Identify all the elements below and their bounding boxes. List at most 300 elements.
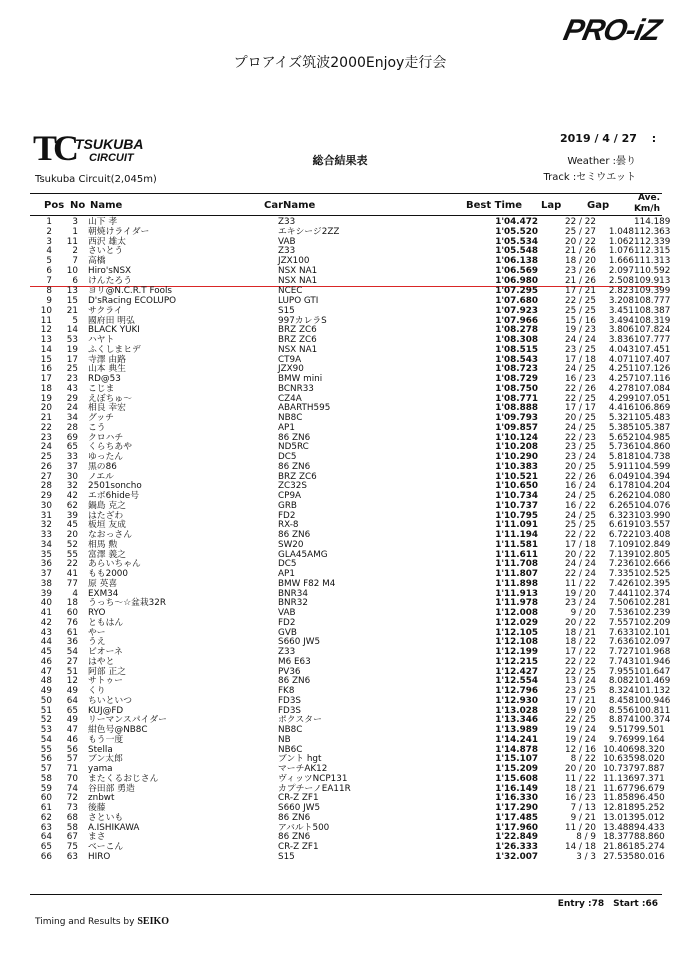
result-no: 39 bbox=[66, 510, 78, 521]
result-pos: 46 bbox=[40, 656, 52, 667]
result-car: 997カレラS bbox=[278, 315, 327, 326]
result-ave-speed: 102.239 bbox=[634, 608, 671, 618]
result-name: 板垣 友成 bbox=[88, 520, 126, 531]
result-gap: 4.416 bbox=[608, 403, 634, 414]
result-pos: 56 bbox=[40, 754, 52, 765]
result-no: 42 bbox=[66, 491, 78, 501]
result-no: 4 bbox=[72, 588, 78, 599]
result-car: CT9A bbox=[278, 354, 302, 365]
result-lap: 22 / 22 bbox=[565, 530, 596, 540]
result-pos: 32 bbox=[40, 520, 52, 531]
result-best-time: 1'15.107 bbox=[495, 754, 538, 765]
result-name: ともはん bbox=[88, 617, 124, 628]
result-no: 33 bbox=[66, 452, 78, 462]
result-lap: 17 / 18 bbox=[565, 354, 596, 365]
result-pos: 22 bbox=[40, 422, 52, 433]
result-name: 西沢 雄太 bbox=[88, 236, 126, 247]
result-car: NSX NA1 bbox=[278, 277, 448, 287]
result-name: くり bbox=[88, 686, 106, 696]
result-no: 29 bbox=[66, 393, 78, 404]
result-no: 68 bbox=[66, 812, 78, 823]
result-ave-speed: 102.097 bbox=[634, 637, 671, 648]
result-no: 65 bbox=[66, 442, 78, 453]
result-best-time: 1'06.569 bbox=[495, 265, 538, 276]
result-lap: 16 / 22 bbox=[565, 500, 596, 511]
result-best-time: 1'11.091 bbox=[495, 520, 538, 531]
result-gap: 7.426 bbox=[608, 578, 634, 589]
result-best-time: 1'08.543 bbox=[495, 354, 538, 365]
result-gap: 7.727 bbox=[608, 647, 634, 657]
result-best-time: 1'10.521 bbox=[495, 471, 538, 482]
result-name: 相馬 勲 bbox=[88, 539, 118, 550]
result-no: 43 bbox=[66, 383, 78, 394]
result-gap: 2.097 bbox=[608, 265, 634, 276]
result-no: 70 bbox=[66, 773, 78, 784]
result-pos: 60 bbox=[40, 793, 52, 804]
result-name: 紺色号@NB8C bbox=[88, 725, 148, 735]
result-best-time: 1'11.194 bbox=[495, 530, 538, 540]
result-best-time: 1'10.650 bbox=[495, 481, 538, 492]
results-table bbox=[30, 217, 671, 863]
result-lap: 16 / 24 bbox=[565, 481, 596, 492]
header-bottom-rule bbox=[30, 215, 662, 216]
result-car: VAB bbox=[278, 608, 296, 618]
table-row bbox=[30, 843, 662, 853]
result-no: 14 bbox=[66, 325, 78, 336]
result-ave-speed: 101.469 bbox=[634, 676, 671, 687]
result-car: JZX90 bbox=[278, 364, 304, 375]
result-no: 32 bbox=[66, 481, 78, 492]
result-best-time: 1'10.124 bbox=[495, 432, 538, 443]
result-gap: 5.911 bbox=[608, 461, 634, 472]
footer-rule bbox=[30, 894, 662, 895]
result-pos: 64 bbox=[40, 832, 52, 843]
result-name: RD@53 bbox=[88, 374, 121, 384]
result-best-time: 1'12.215 bbox=[495, 656, 538, 667]
result-best-time: 1'11.807 bbox=[495, 569, 538, 579]
result-no: 17 bbox=[66, 354, 78, 365]
result-gap: 1.666 bbox=[608, 256, 634, 266]
result-best-time: 1'07.295 bbox=[495, 286, 538, 297]
result-no: 15 bbox=[66, 296, 78, 306]
result-name: ゆったん bbox=[88, 452, 124, 462]
result-gap: 6.722 bbox=[608, 530, 634, 540]
result-gap: 7.955 bbox=[608, 666, 634, 677]
result-gap: 7.139 bbox=[608, 549, 634, 560]
result-car: BRZ ZC6 bbox=[278, 471, 317, 482]
result-gap: 10.635 bbox=[603, 754, 634, 765]
result-pos: 18 bbox=[40, 383, 52, 394]
result-lap: 23 / 25 bbox=[565, 686, 596, 696]
result-best-time: 1'17.290 bbox=[495, 803, 538, 813]
result-gap: 7.109 bbox=[608, 539, 634, 550]
result-ave-speed: 95.252 bbox=[634, 803, 665, 813]
result-ave-speed: 104.204 bbox=[634, 481, 671, 492]
result-ave-speed: 102.805 bbox=[634, 549, 671, 560]
result-best-time: 1'12.008 bbox=[495, 608, 538, 618]
result-lap: 19 / 20 bbox=[565, 588, 596, 599]
result-lap: 24 / 25 bbox=[565, 422, 596, 433]
result-name: ビオーネ bbox=[88, 647, 123, 657]
result-lap: 24 / 24 bbox=[565, 335, 596, 345]
result-car: 86 ZN6 bbox=[278, 530, 311, 540]
result-lap: 22 / 24 bbox=[565, 569, 596, 579]
result-no: 45 bbox=[66, 520, 78, 531]
result-gap: 3.451 bbox=[608, 305, 634, 316]
result-ave-speed: 102.281 bbox=[634, 598, 671, 609]
result-gap: 4.251 bbox=[608, 364, 634, 375]
col-header-name: Name bbox=[90, 200, 123, 211]
result-gap: 11.677 bbox=[603, 783, 634, 794]
result-ave-speed: 106.869 bbox=[634, 403, 671, 414]
result-lap: 20 / 25 bbox=[565, 413, 596, 423]
result-gap: 8.082 bbox=[608, 676, 634, 687]
table-row bbox=[30, 277, 662, 287]
result-name: うえ bbox=[88, 637, 106, 648]
result-no: 46 bbox=[66, 734, 78, 745]
result-car: マーチAK12 bbox=[278, 764, 328, 774]
result-name: サクライ bbox=[88, 305, 123, 316]
result-ave-speed: 108.387 bbox=[634, 305, 671, 316]
result-name: 黒の86 bbox=[88, 461, 117, 472]
result-no: 71 bbox=[66, 764, 78, 774]
result-best-time: 1'12.427 bbox=[495, 666, 538, 677]
result-car: CZ4A bbox=[278, 393, 302, 404]
result-name: RYO bbox=[88, 608, 106, 618]
result-lap: 24 / 25 bbox=[565, 364, 596, 375]
result-no: 58 bbox=[66, 822, 78, 833]
result-pos: 53 bbox=[40, 725, 52, 735]
result-name: A.ISHIKAWA bbox=[88, 822, 140, 833]
result-ave-speed: 108.319 bbox=[634, 315, 671, 326]
col-header-carname: CarName bbox=[264, 200, 316, 211]
result-ave-speed: 85.274 bbox=[634, 842, 665, 852]
result-best-time: 1'11.708 bbox=[495, 559, 538, 570]
result-best-time: 1'05.548 bbox=[495, 246, 538, 257]
result-best-time: 1'11.978 bbox=[495, 598, 538, 609]
result-car: BNR32 bbox=[278, 598, 308, 609]
result-car: GRB bbox=[278, 500, 297, 511]
result-best-time: 1'08.888 bbox=[495, 403, 538, 414]
result-name: 後藤 bbox=[88, 803, 106, 813]
result-no: 28 bbox=[66, 422, 78, 433]
result-pos: 49 bbox=[40, 686, 52, 696]
result-no: 67 bbox=[66, 832, 78, 843]
result-pos: 19 bbox=[40, 393, 52, 404]
col-header-no: No bbox=[70, 200, 86, 211]
table-row bbox=[30, 804, 662, 814]
result-best-time: 1'15.209 bbox=[495, 764, 538, 774]
result-name: もも2000 bbox=[88, 569, 128, 579]
result-pos: 61 bbox=[40, 803, 52, 813]
col-header-gap: Gap bbox=[587, 200, 610, 211]
result-ave-speed: 102.374 bbox=[634, 588, 671, 599]
result-name: HIRO bbox=[88, 851, 111, 862]
result-ave-speed: 104.394 bbox=[634, 471, 671, 482]
result-pos: 55 bbox=[40, 744, 52, 755]
result-lap: 23 / 25 bbox=[565, 344, 596, 355]
result-no: 34 bbox=[66, 413, 78, 423]
result-lap: 18 / 22 bbox=[565, 637, 596, 648]
result-pos: 51 bbox=[40, 705, 52, 716]
result-gap: 4.299 bbox=[608, 393, 634, 404]
result-lap: 16 / 23 bbox=[565, 374, 596, 384]
result-lap: 20 / 25 bbox=[565, 461, 596, 472]
result-name: こう bbox=[88, 422, 106, 433]
result-gap: 21.861 bbox=[603, 842, 634, 852]
result-no: 57 bbox=[66, 754, 78, 765]
track-info: Track :セミウエット bbox=[543, 172, 636, 183]
result-no: 6 bbox=[52, 277, 84, 287]
result-name: クロハチ bbox=[88, 432, 124, 443]
result-best-time: 1'12.105 bbox=[495, 627, 538, 638]
result-name: ハヤト bbox=[88, 335, 115, 345]
result-name: えぼちゅ〜 bbox=[88, 393, 132, 404]
result-best-time: 1'16.330 bbox=[495, 793, 538, 804]
result-pos: 66 bbox=[40, 851, 52, 862]
result-no: 10 bbox=[66, 265, 78, 276]
result-ave-speed: 107.126 bbox=[634, 364, 671, 375]
result-pos: 39 bbox=[40, 588, 52, 599]
result-ave-speed: 95.012 bbox=[634, 812, 665, 823]
result-no: 24 bbox=[66, 403, 78, 414]
result-name: やー bbox=[88, 627, 106, 638]
result-best-time: 1'11.611 bbox=[495, 549, 538, 560]
result-name: さいとう bbox=[88, 246, 124, 257]
result-name: 山下 孝 bbox=[88, 217, 118, 227]
result-car: S15 bbox=[278, 851, 295, 862]
result-pos: 8 bbox=[46, 286, 52, 297]
result-no: 69 bbox=[66, 432, 78, 443]
result-lap: 17 / 17 bbox=[565, 403, 596, 414]
result-pos: 37 bbox=[40, 569, 52, 579]
result-gap: 11.136 bbox=[603, 773, 634, 784]
result-gap: 1.048 bbox=[608, 226, 634, 237]
result-pos: 40 bbox=[40, 598, 52, 609]
result-name: yama bbox=[88, 764, 113, 774]
result-name: Stella bbox=[88, 744, 113, 755]
result-gap: 9.769 bbox=[608, 734, 634, 745]
result-pos: 48 bbox=[40, 676, 52, 687]
result-best-time: 1'08.515 bbox=[495, 344, 538, 355]
result-lap: 23 / 24 bbox=[565, 452, 596, 462]
result-gap: 10.406 bbox=[603, 744, 634, 755]
result-pos: 31 bbox=[40, 510, 52, 521]
result-no: 25 bbox=[66, 364, 78, 375]
result-name: 山本 典生 bbox=[88, 364, 126, 375]
result-no: 30 bbox=[66, 471, 78, 482]
result-best-time: 1'12.796 bbox=[495, 686, 538, 696]
result-no: 56 bbox=[66, 744, 78, 755]
result-best-time: 1'17.960 bbox=[495, 822, 538, 833]
result-no: 77 bbox=[66, 578, 78, 589]
result-car: ND5RC bbox=[278, 442, 309, 453]
result-ave-speed: 107.824 bbox=[634, 325, 671, 336]
result-car: BNR34 bbox=[278, 588, 308, 599]
result-name: うっち〜☆盆栽32R bbox=[88, 598, 166, 609]
result-name: D'sRacing ECOLUPO bbox=[88, 296, 177, 306]
result-car: ZC32S bbox=[278, 481, 307, 492]
result-ave-speed: 109.913 bbox=[634, 275, 671, 286]
result-pos: 3 bbox=[46, 236, 52, 247]
result-lap: 7 / 13 bbox=[570, 803, 596, 813]
result-car: Z33 bbox=[278, 246, 296, 257]
result-no: 23 bbox=[66, 374, 78, 384]
result-ave-speed: 88.860 bbox=[634, 832, 665, 843]
result-no: 65 bbox=[66, 705, 78, 716]
result-lap: 24 / 25 bbox=[565, 510, 596, 521]
result-car: S660 JW5 bbox=[278, 637, 321, 648]
result-pos: 36 bbox=[40, 559, 52, 570]
result-pos: 29 bbox=[40, 491, 52, 501]
event-title: プロアイズ筑波2000Enjoy走行会 bbox=[233, 55, 447, 71]
result-name: またくるおじさん bbox=[88, 773, 159, 784]
result-gap: 4.278 bbox=[608, 383, 634, 394]
result-name: 國府田 明弘 bbox=[88, 315, 135, 326]
result-no: 62 bbox=[66, 500, 78, 511]
result-car: カプチーノEA11R bbox=[278, 783, 351, 794]
result-lap: 25 / 25 bbox=[565, 520, 596, 531]
result-car: ポクスター bbox=[278, 715, 322, 726]
result-no: 60 bbox=[66, 608, 78, 618]
result-ave-speed: 102.525 bbox=[634, 569, 671, 579]
result-lap: 23 / 25 bbox=[565, 442, 596, 453]
result-best-time: 1'22.849 bbox=[495, 832, 538, 843]
result-lap: 20 / 22 bbox=[565, 549, 596, 560]
result-car: NB bbox=[278, 734, 291, 745]
result-pos: 6 bbox=[46, 265, 52, 276]
result-pos: 17 bbox=[40, 374, 52, 384]
result-gap: 6.049 bbox=[608, 471, 634, 482]
result-ave-speed: 102.395 bbox=[634, 578, 671, 589]
result-best-time: 1'07.966 bbox=[495, 315, 538, 326]
result-best-time: 1'08.723 bbox=[495, 364, 538, 375]
result-pos: 63 bbox=[40, 822, 52, 833]
result-pos: 7 bbox=[30, 277, 52, 287]
header-top-rule bbox=[30, 193, 662, 194]
result-name: ちいといつ bbox=[88, 695, 132, 706]
result-lap: 17 / 21 bbox=[565, 695, 596, 706]
col-header-ave-unit: Km/h bbox=[633, 204, 660, 214]
result-lap: 19 / 23 bbox=[565, 325, 596, 336]
result-gap: 4.071 bbox=[608, 354, 634, 365]
result-lap: 22 / 26 bbox=[565, 383, 596, 394]
result-no: 2 bbox=[72, 246, 78, 257]
result-gap: 4.257 bbox=[608, 374, 634, 384]
result-lap: 17 / 18 bbox=[565, 539, 596, 550]
result-name: もう一度 bbox=[88, 734, 124, 745]
result-lap: 13 / 24 bbox=[565, 676, 596, 687]
result-gap: 7.335 bbox=[608, 569, 634, 579]
result-ave-speed: 102.666 bbox=[634, 559, 671, 570]
result-ave-speed: 98.020 bbox=[634, 754, 665, 765]
result-car: BCNR33 bbox=[278, 383, 314, 394]
result-pos: 50 bbox=[40, 695, 52, 706]
result-ave-speed: 97.371 bbox=[634, 773, 665, 784]
result-best-time: 1'16.149 bbox=[495, 783, 538, 794]
result-name: けんたろう bbox=[84, 277, 278, 287]
result-name: BLACK YUKI bbox=[88, 325, 140, 336]
result-car: 86 ZN6 bbox=[278, 812, 311, 823]
result-lap: 24 / 25 bbox=[565, 491, 596, 501]
result-car: CR-Z ZF1 bbox=[278, 842, 319, 852]
result-pos: 43 bbox=[40, 627, 52, 638]
result-lap: 18 / 21 bbox=[565, 627, 596, 638]
result-gap: 5.818 bbox=[608, 452, 634, 462]
result-car: BRZ ZC6 bbox=[278, 335, 317, 345]
result-best-time: 1'13.028 bbox=[495, 705, 538, 716]
result-ave-speed: 100.811 bbox=[634, 705, 671, 716]
result-lap: 8 / 22 bbox=[570, 754, 596, 765]
col-header-lap: Lap bbox=[541, 200, 562, 211]
result-lap: 18 / 20 bbox=[565, 256, 596, 266]
logo-word-tsukuba: TSUKUBA bbox=[75, 136, 144, 152]
result-ave-speed: 107.051 bbox=[634, 393, 671, 404]
result-pos: 59 bbox=[40, 783, 52, 794]
col-header-ave bbox=[610, 193, 660, 215]
result-lap: 25 / 25 bbox=[565, 305, 596, 316]
result-gap: 2.508 bbox=[596, 277, 634, 287]
result-car: 86 ZN6 bbox=[278, 676, 311, 687]
result-lap: 23 / 24 bbox=[565, 598, 596, 609]
result-gap: 7.441 bbox=[608, 588, 634, 599]
result-pos: 1 bbox=[46, 217, 52, 227]
result-car: FD2 bbox=[278, 510, 296, 521]
result-lap: 17 / 21 bbox=[565, 286, 596, 297]
entry-start-count: Entry :78 Start :66 bbox=[557, 899, 658, 909]
table-row bbox=[30, 794, 662, 804]
result-best-time: 1'10.208 bbox=[495, 442, 538, 453]
result-ave-speed: 107.451 bbox=[634, 344, 671, 355]
result-name: ノエル bbox=[88, 471, 114, 482]
result-lap: 22 / 25 bbox=[565, 715, 596, 726]
result-gap: 8.324 bbox=[608, 686, 634, 696]
result-gap: 4.043 bbox=[608, 344, 634, 355]
result-name: はやと bbox=[88, 656, 115, 667]
result-no: 55 bbox=[66, 549, 78, 560]
result-lap: 17 / 22 bbox=[565, 647, 596, 657]
result-no: 7 bbox=[72, 256, 78, 266]
result-name: 朝焼けライダー bbox=[88, 226, 150, 237]
result-pos: 35 bbox=[40, 549, 52, 560]
result-ave-speed: 108.777 bbox=[634, 296, 671, 306]
result-lap: 20 / 22 bbox=[565, 236, 596, 247]
result-gap: 13.013 bbox=[603, 812, 634, 823]
result-no: 64 bbox=[66, 695, 78, 706]
result-ave-speed: 107.116 bbox=[634, 374, 671, 384]
result-lap: 21 / 26 bbox=[565, 246, 596, 257]
result-name: まさ bbox=[88, 832, 106, 843]
result-no: 18 bbox=[66, 598, 78, 609]
result-ave-speed: 112.363 bbox=[634, 226, 671, 237]
result-gap: 8.458 bbox=[608, 695, 634, 706]
result-ave-speed: 101.968 bbox=[634, 647, 671, 657]
result-best-time: 1'13.989 bbox=[495, 725, 538, 735]
result-no: 21 bbox=[66, 305, 78, 316]
result-gap: 2.823 bbox=[608, 286, 634, 297]
result-name: 原 英喜 bbox=[88, 578, 118, 589]
result-best-time: 1'10.290 bbox=[495, 452, 538, 462]
result-name: ブン太郎 bbox=[88, 754, 123, 765]
result-no: 61 bbox=[66, 627, 78, 638]
result-no: 54 bbox=[66, 647, 78, 657]
result-no: 73 bbox=[66, 803, 78, 813]
result-lap: 19 / 20 bbox=[565, 705, 596, 716]
result-car: 86 ZN6 bbox=[278, 432, 311, 443]
result-pos: 44 bbox=[40, 637, 52, 648]
result-ave-speed: 112.339 bbox=[634, 236, 671, 247]
result-name: ヨリ@N.C.R.T Fools bbox=[88, 286, 173, 297]
